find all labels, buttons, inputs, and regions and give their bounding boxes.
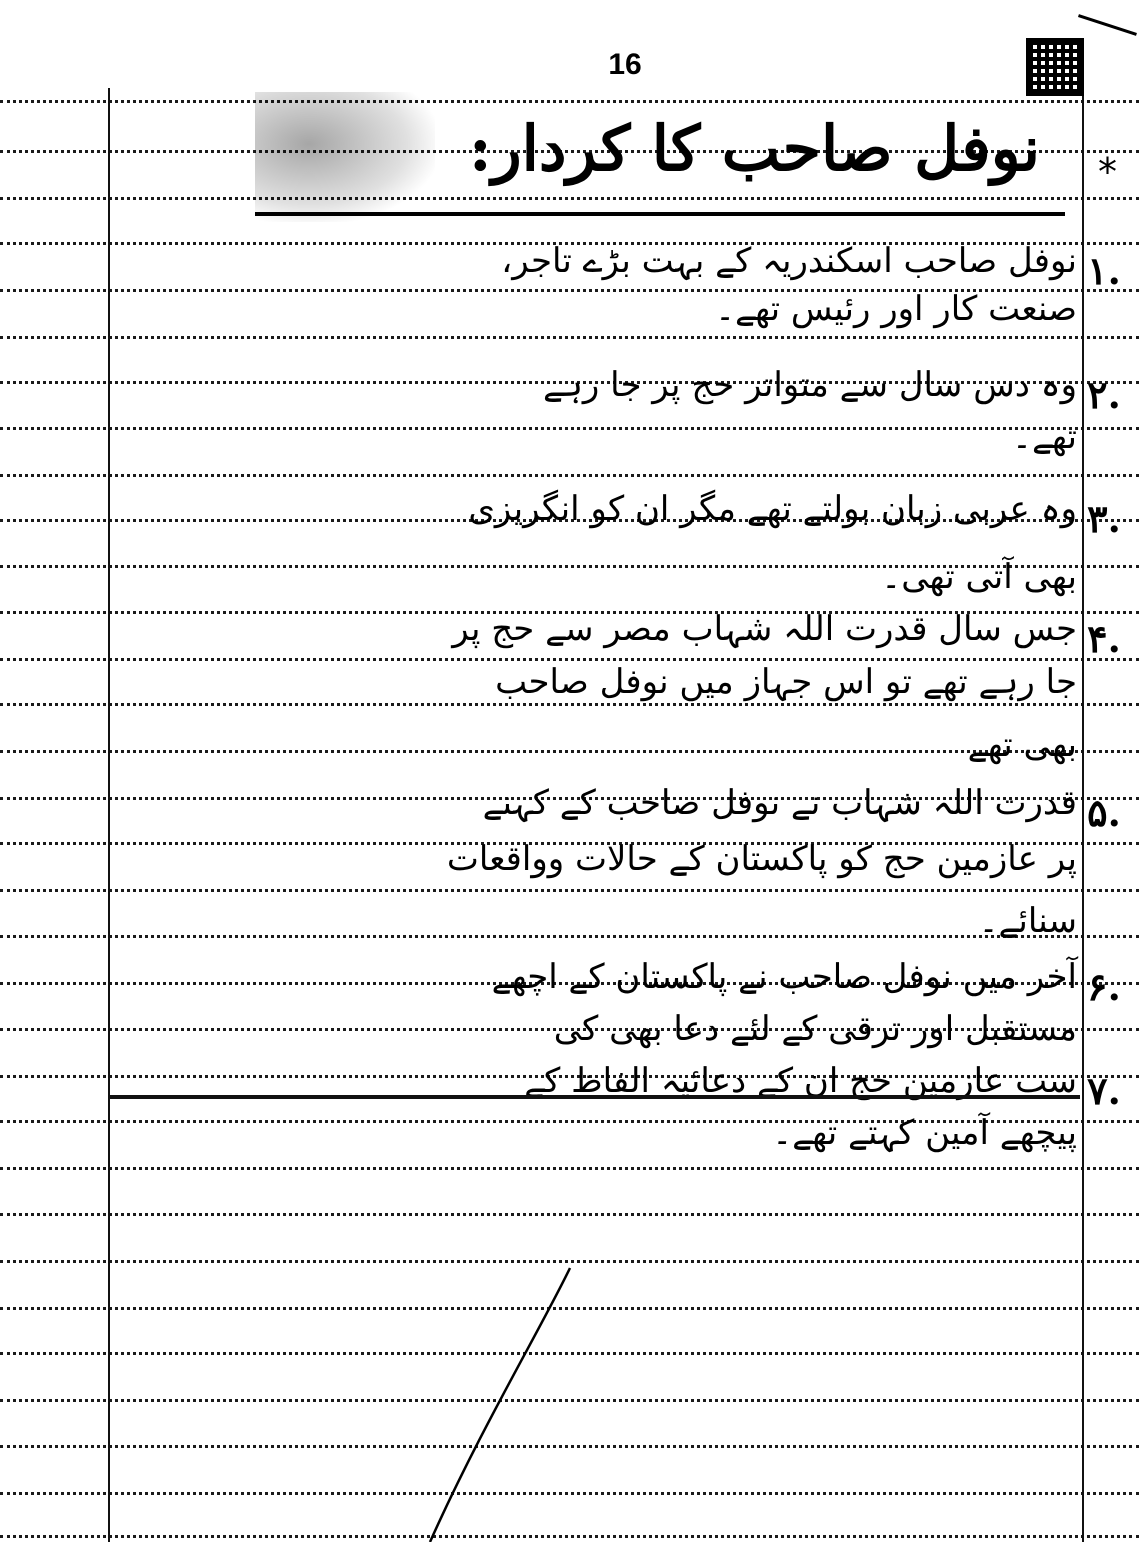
heading-marker: * [1098,150,1117,194]
item-text-line: سب عازمین حج ان کے دعائیہ الفاظ کے [524,1061,1077,1101]
item-text-line: بھی آتی تھی۔ [881,557,1077,597]
item-number: ۱. [1087,248,1121,293]
item-text-line: پر عازمین حج کو پاکستان کے حالات وواقعات [446,839,1077,879]
item-text-line: مستقبل اور ترقی کے لئے دعا بھی کی [553,1009,1077,1049]
page-heading: نوفل صاحب کا کردار: [468,112,1040,185]
item-text-line: نوفل صاحب اسکندریہ کے بہت بڑے تاجر، [501,241,1077,281]
item-text-line: بھی تھے [967,725,1077,765]
item-text-line: سنائے۔ [978,901,1077,941]
item-number: ۳. [1087,496,1121,541]
item-text-line: جس سال قدرت اللہ شہاب مصر سے حج پر [452,609,1077,649]
item-text-line: آخر میں نوفل صاحب نے پاکستان کے اچھے [491,957,1077,997]
item-number: ۲. [1087,372,1121,417]
item-text-line: قدرت اللہ شہاب نے نوفل صاحب کے کہنے [482,783,1077,823]
item-text-line: پیچھے آمین کہتے تھے۔ [772,1113,1077,1153]
page-number: 16 [608,48,642,81]
item-number: ۷. [1087,1068,1121,1113]
item-text-line: تھے۔ [1012,417,1077,457]
item-number: ۵. [1087,790,1121,835]
item-number: ۴. [1087,616,1121,661]
item-number: ۶. [1087,964,1121,1009]
item-text-line: جا رہے تھے تو اس جہاز میں نوفل صاحب [495,662,1077,702]
item-text-line: وہ عربی زبان بولتے تھے مگر ان کو انگریزی [468,489,1077,529]
item-text-line: وہ دس سال سے متواتر حج پر جا رہے [543,365,1077,405]
item-text-line: صنعت کار اور رئیس تھے۔ [715,289,1077,329]
